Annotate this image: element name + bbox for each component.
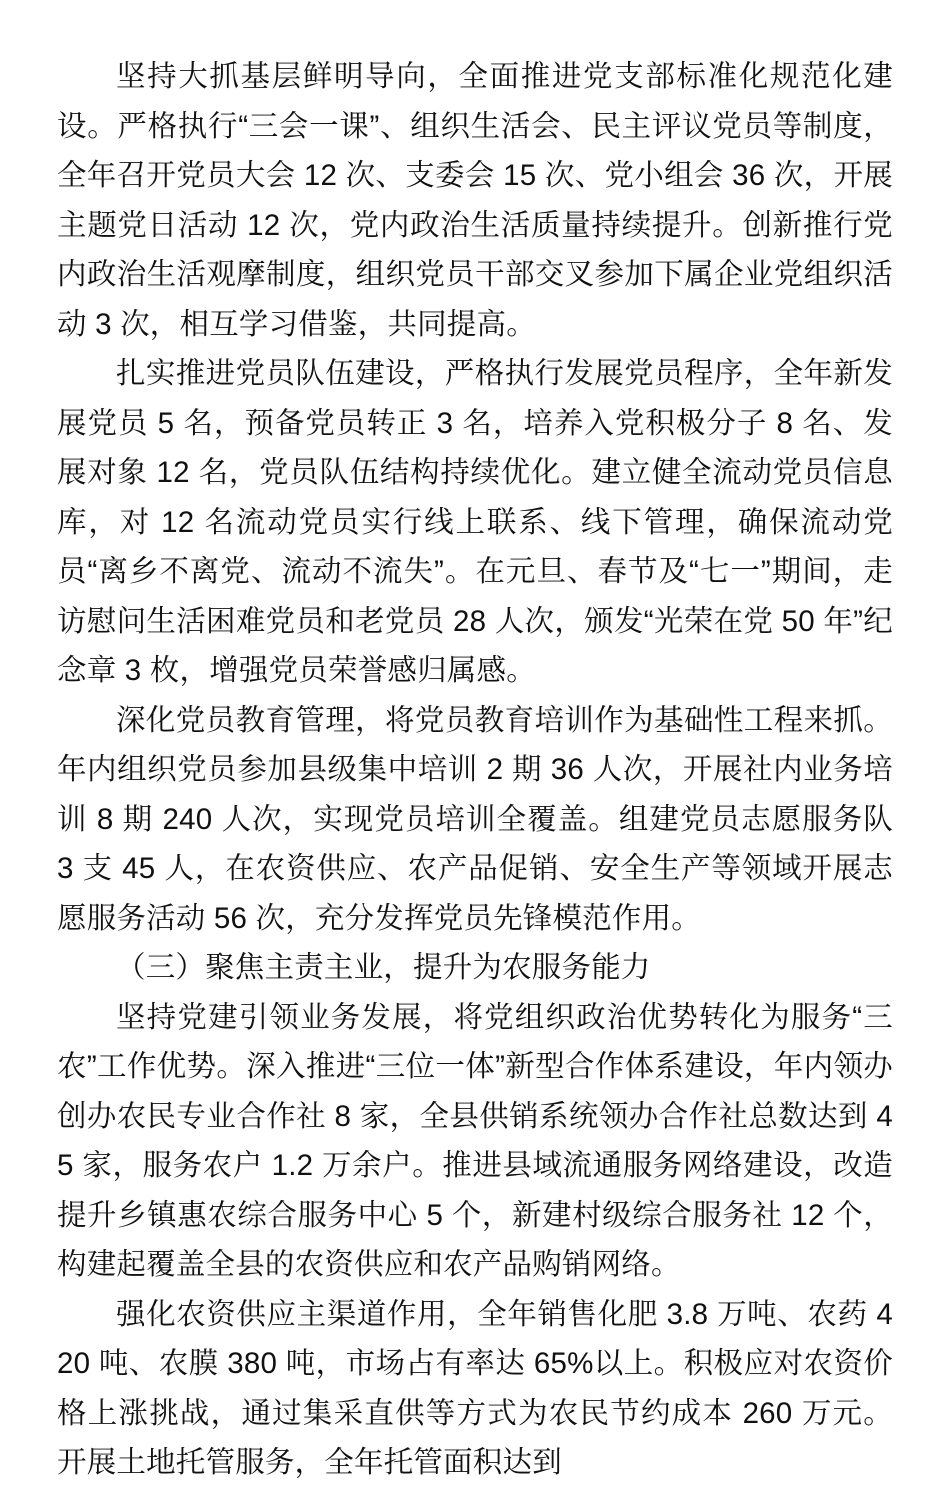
paragraph-agricultural-supply: 强化农资供应主渠道作用，全年销售化肥 3.8 万吨、农药 420 吨、农膜 380 吨，市场占有率达 65%以上。积极应对农资价格上涨挑战，通过集采直供等方式为农民节约成本 260 万元。开展土地托管服务，全年托管面积达到: [57, 1297, 893, 1479]
heading-section-three: （三）聚焦主责主业，提升为农服务能力: [116, 951, 651, 984]
paragraph-party-building-leads-business: 坚持党建引领业务发展，将党组织政治优势转化为服务“三农”工作优势。深入推进“三位一体”新型合作体系建设，年内领办创办农民专业合作社 8 家，全县供销系统领办合作社总数达到 45 家，服务农户 1.2 万余户。推进县域流通服务网络建设，改造提升乡镇惠农综合服务中心 5 个，新建村级综合服务社 12 个，构建起覆盖全县的农资供应和农产品购销网络。: [57, 1000, 893, 1281]
paragraph-branch-standardization: 坚持大抓基层鲜明导向，全面推进党支部标准化规范化建设。严格执行“三会一课”、组织生活会、民主评议党员等制度，全年召开党员大会 12 次、支委会 15 次、党小组会 36 次，开展主题党日活动 12 次，党内政治生活质量持续提升。创新推行党内政治生活观摩制度，组织党员干部交叉参加下属企业党组织活动 3 次，相互学习借鉴，共同提高。: [57, 60, 893, 341]
paragraph-party-member-team: 扎实推进党员队伍建设，严格执行发展党员程序，全年新发展党员 5 名，预备党员转正 3 名，培养入党积极分子 8 名、发展对象 12 名，党员队伍结构持续优化。建立健全流动党员信息库，对 12 名流动党员实行线上联系、线下管理，确保流动党员“离乡不离党、流动不流失”。在元旦、春节及“七一”期间，走访慰问生活困难党员和老党员 28 人次，颁发“光荣在党 50 年”纪念章 3 枚，增强党员荣誉感归属感。: [57, 357, 893, 687]
paragraph-member-education: 深化党员教育管理，将党员教育培训作为基础性工程来抓。年内组织党员参加县级集中培训 2 期 36 人次，开展社内业务培训 8 期 240 人次，实现党员培训全覆盖。组建党员志愿服务队 3 支 45 人，在农资供应、农产品促销、安全生产等领域开展志愿服务活动 56 次，充分发挥党员先锋模范作用。: [57, 703, 893, 935]
document-body: [57, 52, 893, 1488]
